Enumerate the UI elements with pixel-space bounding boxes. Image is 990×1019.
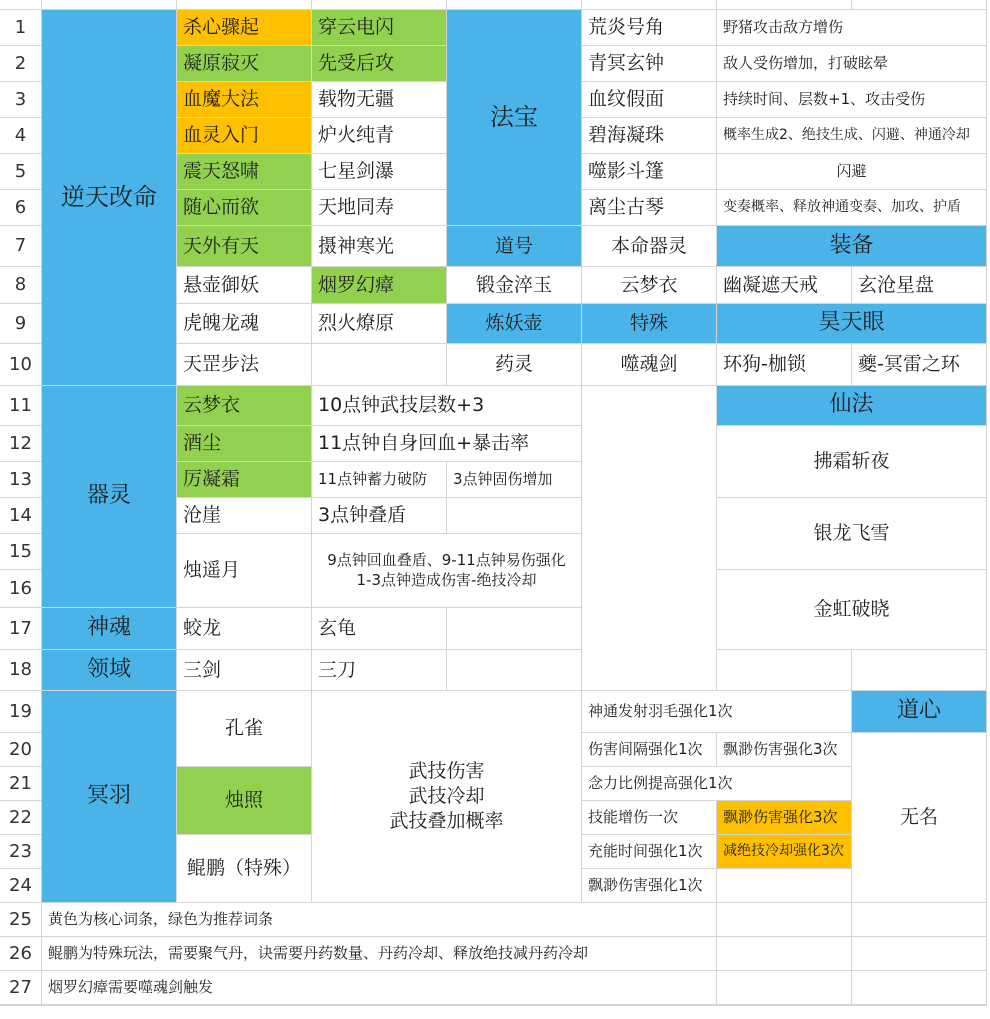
cell-f20[interactable]: 飘渺伤害强化3次 [717, 733, 852, 767]
note-yanluo[interactable]: 烟罗幻瘴需要噬魂剑触发 [42, 971, 717, 1005]
cell-c14[interactable]: 3点钟叠盾 [312, 498, 447, 534]
cell-c9[interactable]: 烈火燎原 [312, 304, 447, 344]
cell-b4[interactable]: 血灵入门 [177, 118, 312, 154]
row-header: 1 [0, 10, 42, 46]
cell-d10[interactable]: 药灵 [447, 344, 582, 386]
cell-f3[interactable]: 持续时间、层数+1、攻击受伤 [717, 82, 987, 118]
cell-f14_15[interactable]: 银龙飞雪 [717, 498, 987, 570]
cell-line: 1-3点钟造成伤害-绝技冷却 [356, 570, 537, 589]
section-nitian-gaiming[interactable]: 逆天改命 [42, 10, 177, 386]
cell-e23[interactable]: 充能时间强化1次 [582, 835, 717, 869]
cell-f1[interactable]: 野猪攻击敌方增伤 [717, 10, 987, 46]
cell-b12[interactable]: 酒尘 [177, 426, 312, 462]
cell-b21_22[interactable]: 烛照 [177, 767, 312, 835]
cell-e3[interactable]: 血纹假面 [582, 82, 717, 118]
empty-cell[interactable] [717, 869, 852, 903]
section-lingyu[interactable]: 领域 [42, 650, 177, 691]
cell-f10[interactable]: 环狗-枷锁 [717, 344, 852, 386]
cell-e24[interactable]: 飘渺伤害强化1次 [582, 869, 717, 903]
row-header: 14 [0, 498, 42, 534]
cell-f5[interactable]: 闪避 [717, 154, 987, 190]
header-xianfa[interactable]: 仙法 [717, 386, 987, 426]
empty-cell[interactable] [312, 1005, 447, 1006]
empty-cell[interactable] [717, 903, 852, 937]
cell-c3[interactable]: 载物无疆 [312, 82, 447, 118]
row-header: 4 [0, 118, 42, 154]
cell-e21[interactable]: 念力比例提高强化1次 [582, 767, 852, 801]
cell-f4[interactable]: 概率生成2、绝技生成、闪避、神通冷却 [717, 118, 987, 154]
row-header: 21 [0, 767, 42, 801]
cell-c12[interactable]: 11点钟自身回血+暴击率 [312, 426, 582, 462]
cell-c13[interactable]: 11点钟蓄力破防 [312, 462, 447, 498]
cell-b15_16[interactable]: 烛遥月 [177, 534, 312, 608]
cell-e22[interactable]: 技能增伤一次 [582, 801, 717, 835]
cell-e2[interactable]: 青冥玄钟 [582, 46, 717, 82]
cell-e6[interactable]: 离尘古琴 [582, 190, 717, 226]
empty-cell[interactable] [582, 386, 717, 691]
empty-cell[interactable] [447, 1005, 582, 1006]
cell-b8[interactable]: 悬壶御妖 [177, 267, 312, 304]
empty-cell[interactable] [177, 0, 312, 10]
section-fabao[interactable]: 法宝 [447, 10, 582, 226]
cell-f2[interactable]: 敌人受伤增加，打破眩晕 [717, 46, 987, 82]
row-header: 12 [0, 426, 42, 462]
cell-b6[interactable]: 随心而欲 [177, 190, 312, 226]
cell-e10[interactable]: 噬魂剑 [582, 344, 717, 386]
cell-line: 武技冷却 [408, 785, 485, 808]
cell-b19_20[interactable]: 孔雀 [177, 691, 312, 767]
cell-b1[interactable]: 杀心骤起 [177, 10, 312, 46]
cell-d8[interactable]: 锻金淬玉 [447, 267, 582, 304]
row-header: 7 [0, 226, 42, 267]
cell-f16_17[interactable]: 金虹破晓 [717, 570, 987, 650]
cell-c8[interactable]: 烟罗幻瘴 [312, 267, 447, 304]
row-header: 27 [0, 971, 42, 1005]
row-header: 15 [0, 534, 42, 570]
cell-f12_13[interactable]: 拂霜斩夜 [717, 426, 987, 498]
empty-cell[interactable] [717, 650, 852, 691]
cell-c4[interactable]: 炉火纯青 [312, 118, 447, 154]
row-header: 17 [0, 608, 42, 650]
cell-c6[interactable]: 天地同寿 [312, 190, 447, 226]
empty-cell[interactable] [717, 971, 852, 1005]
row-header: 20 [0, 733, 42, 767]
empty-cell[interactable] [0, 0, 42, 10]
empty-cell[interactable] [582, 1005, 717, 1006]
empty-cell[interactable] [312, 0, 447, 10]
cell-f23[interactable]: 减绝技冷却强化3次 [717, 835, 852, 869]
row-header: 25 [0, 903, 42, 937]
empty-cell[interactable] [852, 0, 987, 10]
empty-cell[interactable] [447, 608, 582, 650]
cell-e19[interactable]: 神通发射羽毛强化1次 [582, 691, 852, 733]
cell-c2[interactable]: 先受后攻 [312, 46, 447, 82]
empty-cell[interactable] [447, 498, 582, 534]
empty-cell[interactable] [312, 344, 447, 386]
cell-zhuyaoyue-effects[interactable] [312, 534, 582, 608]
row-header: 22 [0, 801, 42, 835]
cell-e4[interactable]: 碧海凝珠 [582, 118, 717, 154]
empty-cell[interactable] [42, 1005, 177, 1006]
cell-f6[interactable]: 变奏概率、释放神通变奏、加攻、护盾 [717, 190, 987, 226]
cell-c18[interactable]: 三刀 [312, 650, 447, 691]
cell-b13[interactable]: 厉凝霜 [177, 462, 312, 498]
cell-d13[interactable]: 3点钟固伤增加 [447, 462, 582, 498]
row-header: 24 [0, 869, 42, 903]
cell-f22[interactable]: 飘渺伤害强化3次 [717, 801, 852, 835]
cell-c17[interactable]: 玄龟 [312, 608, 447, 650]
cell-e8[interactable]: 云梦衣 [582, 267, 717, 304]
header-daohao[interactable]: 道号 [447, 226, 582, 267]
empty-cell[interactable] [42, 0, 177, 10]
empty-cell[interactable] [0, 1005, 42, 1006]
cell-line: 武技伤害 [408, 760, 485, 783]
row-header: 8 [0, 267, 42, 304]
empty-cell[interactable] [582, 0, 717, 10]
row-header: 18 [0, 650, 42, 691]
row-header: 3 [0, 82, 42, 118]
cell-line: 9点钟回血叠盾、9-11点钟易伤强化 [327, 551, 566, 569]
header-daoxin[interactable]: 道心 [852, 691, 987, 733]
empty-cell[interactable] [852, 903, 987, 937]
cell-e5[interactable]: 噬影斗篷 [582, 154, 717, 190]
note-legend[interactable]: 黄色为核心词条，绿色为推荐词条 [42, 903, 717, 937]
section-mingyu[interactable]: 冥羽 [42, 691, 177, 903]
row-header: 5 [0, 154, 42, 190]
note-kunpeng[interactable]: 鲲鹏为特殊玩法，需要聚气丹，诀需要丹药数量、丹药冷却、释放绝技减丹药冷却 [42, 937, 717, 971]
row-header: 10 [0, 344, 42, 386]
cell-b18[interactable]: 三剑 [177, 650, 312, 691]
empty-cell[interactable] [852, 971, 987, 1005]
empty-cell[interactable] [852, 1005, 987, 1006]
row-header: 11 [0, 386, 42, 426]
empty-cell[interactable] [717, 0, 852, 10]
row-header: 23 [0, 835, 42, 869]
row-header: 9 [0, 304, 42, 344]
empty-cell[interactable] [447, 650, 582, 691]
row-header: 6 [0, 190, 42, 226]
section-shenhun[interactable]: 神魂 [42, 608, 177, 650]
cell-b7[interactable]: 天外有天 [177, 226, 312, 267]
cell-b23_24[interactable]: 鲲鹏（特殊） [177, 835, 312, 903]
cell-b2[interactable]: 凝原寂灭 [177, 46, 312, 82]
cell-c5[interactable]: 七星剑瀑 [312, 154, 447, 190]
header-haotianyan[interactable]: 昊天眼 [717, 304, 987, 344]
row-header: 2 [0, 46, 42, 82]
cell-g20_24[interactable]: 无名 [852, 733, 987, 903]
cell-e1[interactable]: 荒炎号角 [582, 10, 717, 46]
header-teshu[interactable]: 特殊 [582, 304, 717, 344]
cell-b14[interactable]: 沧崖 [177, 498, 312, 534]
header-benming-qiling[interactable]: 本命器灵 [582, 226, 717, 267]
empty-cell[interactable] [852, 650, 987, 691]
row-header: 26 [0, 937, 42, 971]
section-qiling[interactable]: 器灵 [42, 386, 177, 608]
cell-c1[interactable]: 穿云电闪 [312, 10, 447, 46]
empty-cell[interactable] [447, 0, 582, 10]
cell-b11[interactable]: 云梦衣 [177, 386, 312, 426]
header-zhuangbei[interactable]: 装备 [717, 226, 987, 267]
row-header: 16 [0, 570, 42, 608]
cell-g8[interactable]: 玄沧星盘 [852, 267, 987, 304]
cell-wuji-stats[interactable] [312, 691, 582, 903]
cell-f8[interactable]: 幽凝遮天戒 [717, 267, 852, 304]
cell-b10[interactable]: 天罡步法 [177, 344, 312, 386]
cell-b17[interactable]: 蛟龙 [177, 608, 312, 650]
cell-c7[interactable]: 摄神寒光 [312, 226, 447, 267]
cell-b9[interactable]: 虎魄龙魂 [177, 304, 312, 344]
row-header: 19 [0, 691, 42, 733]
cell-line: 武技叠加概率 [389, 809, 504, 832]
empty-cell[interactable] [717, 937, 852, 971]
cell-b3[interactable]: 血魔大法 [177, 82, 312, 118]
empty-cell[interactable] [177, 1005, 312, 1006]
row-header: 13 [0, 462, 42, 498]
empty-cell[interactable] [717, 1005, 852, 1006]
cell-c11[interactable]: 10点钟武技层数+3 [312, 386, 582, 426]
cell-e20[interactable]: 伤害间隔强化1次 [582, 733, 717, 767]
empty-cell[interactable] [852, 937, 987, 971]
cell-b5[interactable]: 震天怒啸 [177, 154, 312, 190]
cell-d9[interactable]: 炼妖壶 [447, 304, 582, 344]
cell-g10[interactable]: 夔-冥雷之环 [852, 344, 987, 386]
